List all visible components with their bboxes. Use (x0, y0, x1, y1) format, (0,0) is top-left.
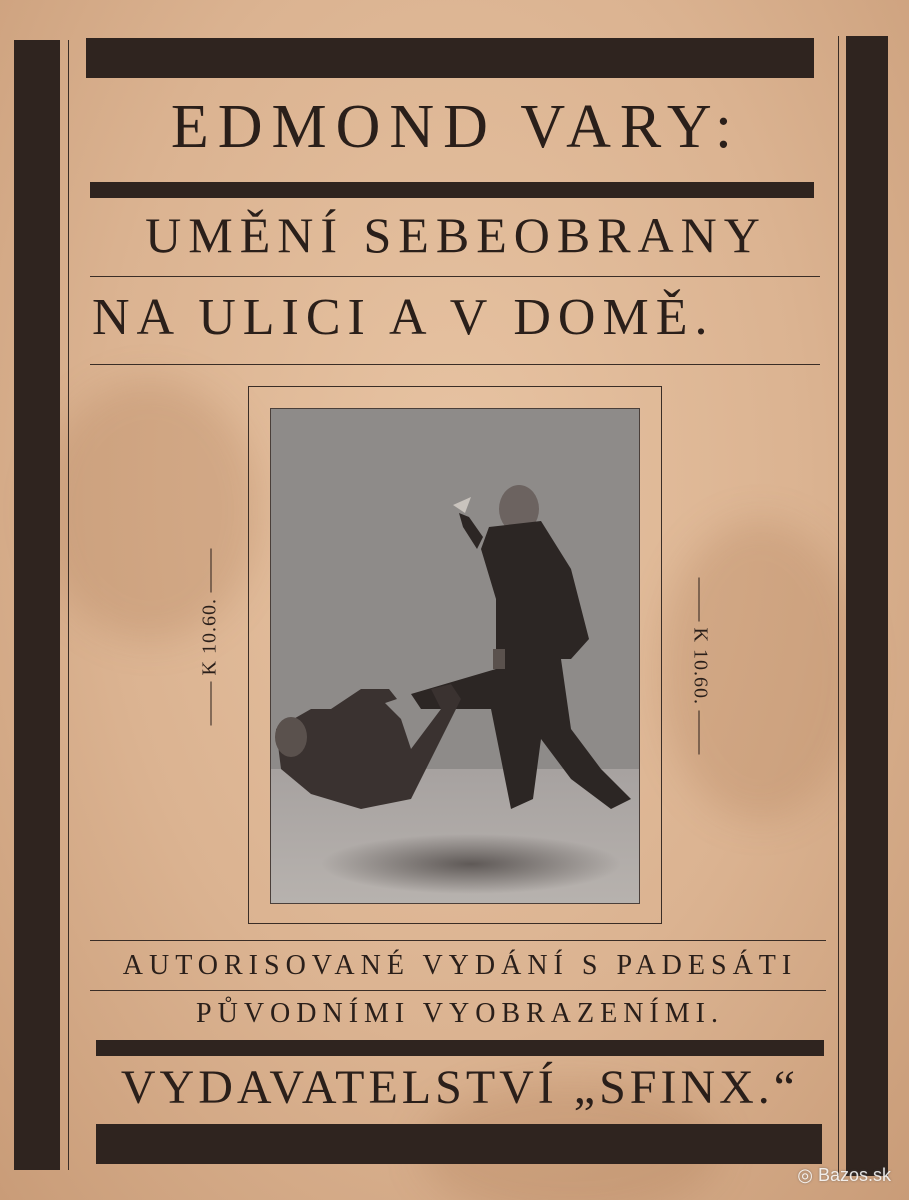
watermark-text: Bazos.sk (817, 1165, 891, 1185)
left-rule (68, 40, 69, 1170)
price-right (689, 572, 712, 732)
paper-stain (40, 380, 260, 640)
top-bar (86, 38, 814, 78)
left-border-bar (14, 40, 60, 1170)
title-rule (90, 276, 820, 277)
title-rule (90, 364, 820, 365)
book-title-line1: UMĚNÍ SEBEOBRANY (145, 207, 767, 263)
self-defense-illustration (271, 409, 639, 903)
author-underline-bar (90, 182, 814, 198)
bottom-bar (96, 1124, 822, 1164)
price-left-text: K 10.60. (198, 598, 221, 676)
right-border-bar (846, 36, 888, 1176)
watermark-icon: ◎ (797, 1165, 818, 1185)
cover-photo (270, 408, 640, 904)
author-name: EDMOND VARY: (170, 93, 742, 161)
subtitle-line1: AUTORISOVANÉ VYDÁNÍ S PADESÁTI (122, 950, 798, 981)
subtitle-line2: PŮVODNÍMI VYOBRAZENÍMI. (196, 998, 724, 1029)
price-left (199, 572, 222, 732)
book-title-line2: NA ULICI A V DOMĚ. (92, 289, 715, 346)
subtitle-rule (90, 990, 826, 991)
price-right-text: K 10.60. (689, 627, 712, 705)
right-rule (838, 36, 839, 1176)
site-watermark (797, 1165, 891, 1186)
publisher-top-bar (96, 1040, 824, 1056)
subtitle-rule (90, 940, 826, 941)
publisher-name: VYDAVATELSTVÍ „SFINX.“ (120, 1061, 800, 1114)
floor-shadow (321, 834, 621, 894)
